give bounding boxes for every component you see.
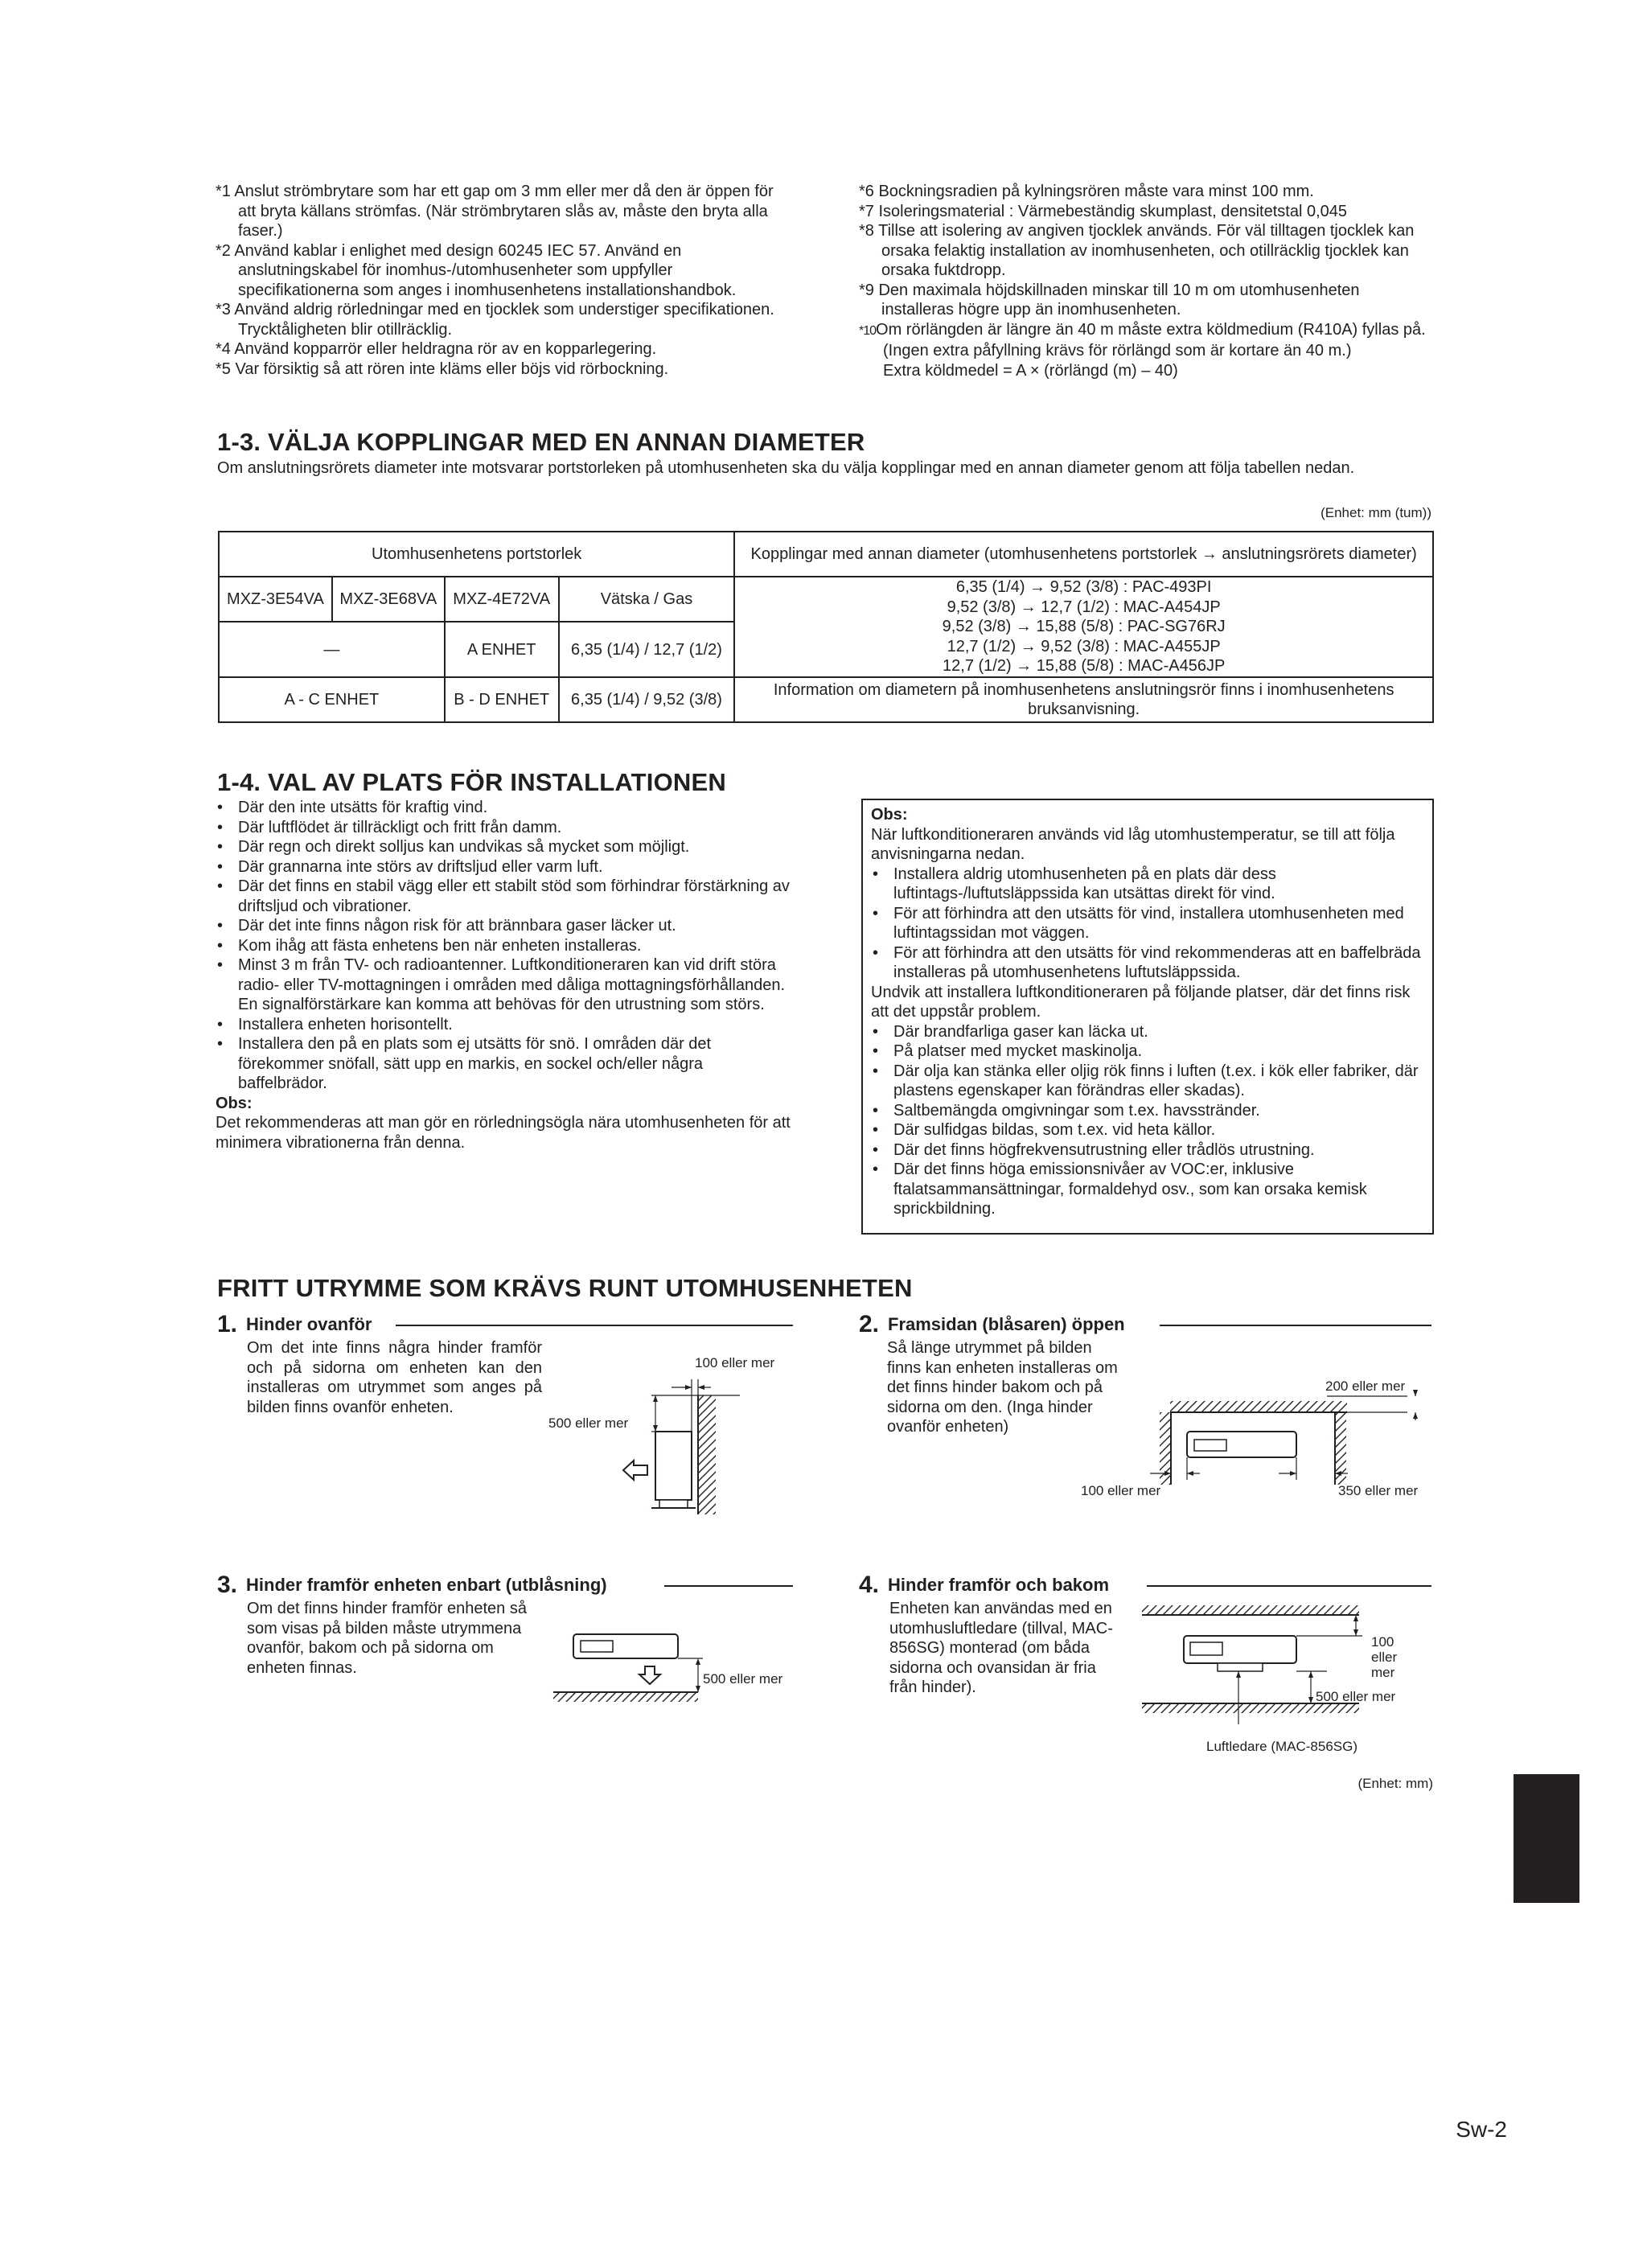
list-item: • Där det finns högfrekvensutrustning eller trådlös utrustning.	[871, 1140, 1424, 1161]
item-title: Hinder framför och bakom	[888, 1575, 1110, 1595]
outdoor-unit	[651, 1432, 696, 1508]
list-item: • För att förhindra att den utsätts för vind, installera utomhusenheten med luftintagssidan mot väggen.	[871, 904, 1424, 943]
d4-top-label: 100 eller mer	[1371, 1634, 1398, 1680]
title-rule	[664, 1585, 793, 1587]
diagram-4	[1134, 1596, 1367, 1748]
coupling-table	[218, 531, 1434, 723]
wall	[698, 1395, 716, 1514]
page-number: Sw-2	[1456, 2117, 1507, 2142]
item-number: 4.	[859, 1572, 880, 1598]
clearance-item-4-text: Enheten kan användas med en utomhusluftledare (tillval, MAC-856SG) monterad (om båda sidorna och ovansidan är fria från hinder).	[889, 1600, 1113, 1696]
d2-top-label: 200 eller mer	[1325, 1378, 1406, 1394]
d3-bottom-label: 500 eller mer	[703, 1671, 783, 1687]
clearance-item-3-header	[217, 1572, 793, 1599]
table-header-port-size: Utomhusenhetens portstorlek	[219, 532, 734, 577]
list-item: • Installera aldrig utomhusenheten på en plats där dess luftintags-/luftutsläppssida kan utsättas direkt för vind.	[871, 865, 1424, 904]
footnote-9: *9 Den maximala höjdskillnaden minskar till 10 m om utomhusenheten installeras högre upp än inomhusenheten.	[859, 281, 1360, 318]
list-item: • Där grannarna inte störs av driftsljud eller varm luft.	[216, 857, 793, 877]
coupling-item: 6,35 (1/4) → 9,52 (3/8) : PAC-493PI	[955, 578, 1212, 596]
list-item: • Där brandfarliga gaser kan läcka ut.	[871, 1022, 1424, 1042]
list-item: • Där det inte finns någon risk för att brännbara gaser läcker ut.	[216, 916, 793, 936]
indoor-unit	[573, 1634, 678, 1658]
table-model-3e54va: MXZ-3E54VA	[219, 577, 332, 622]
table-row2-model3: B - D ENHET	[445, 677, 559, 722]
list-item: • För att förhindra att den utsätts för vind rekommenderas att en baffelbräda installeras på utomhusenhetens luftutsläppssida.	[871, 943, 1424, 983]
indoor-unit	[1187, 1432, 1296, 1457]
section-tab	[1514, 1774, 1579, 1903]
list-item: • Där det finns höga emissionsnivåer av VOC:er, inklusive ftalatsammansättningar, formaldehyd osv., som kan orsaka kemisk sprickbildning.	[871, 1160, 1424, 1219]
section-1-4-title: 1-4. VAL AV PLATS FÖR INSTALLATIONEN	[217, 768, 726, 796]
section-1-4-left	[216, 798, 793, 1152]
footnotes-right	[859, 182, 1431, 380]
section-1-3-intro: Om anslutningsrörets diameter inte motsvarar portstorleken på utomhusenheten ska du välja kopplingar med en annan diameter genom att följa tabellen nedan.	[217, 459, 1355, 477]
d1-top-label: 100 eller mer	[695, 1355, 775, 1370]
d1-side-label: 500 eller mer	[548, 1415, 629, 1431]
list-item: • Saltbemängda omgivningar som t.ex. havsstränder.	[871, 1101, 1424, 1121]
footnote-8: *8 Tillse att isolering av angiven tjocklek används. För väl tilltagen tjocklek kan orsaka felaktig installation av inomhusenheten, och otillräcklig tjocklek kan orsaka fuktdropp.	[859, 222, 1415, 279]
list-item: • På platser med mycket maskinolja.	[871, 1042, 1424, 1062]
title-rule	[396, 1325, 793, 1326]
ceiling	[1170, 1401, 1347, 1412]
table-row1-models: —	[219, 622, 445, 677]
clearance-item-3-text: Om det finns hinder framför enheten så som visas på bilden måste utrymmena ovanför, bakom och på sidorna om enheten finnas.	[247, 1600, 527, 1677]
item-title: Hinder ovanför	[246, 1314, 372, 1334]
section-1-3-unit: (Enhet: mm (tum))	[1320, 505, 1431, 520]
footnote-1: *1 Anslut strömbrytare som har ett gap om 3 mm eller mer då den är öppen för att bryta källans strömfas. (När strömbrytaren slås av, måste den bryta alla faser.)	[216, 183, 774, 240]
footnote-4: *4 Använd kopparrör eller heldragna rör av en kopparlegering.	[216, 340, 657, 358]
clearance-item-4-header	[859, 1572, 1431, 1599]
table-header-couplings: Kopplingar med annan diameter (utomhusenhetens portstorlek → anslutningsrörets diameter)	[734, 532, 1433, 577]
table-coupling-list	[734, 577, 1433, 677]
footnote-7: *7 Isoleringsmaterial : Värmebeständig skumplast, densitetstal 0,045	[859, 202, 1347, 220]
item-number: 3.	[217, 1572, 238, 1598]
footnote-5: *5 Var försiktig så att rören inte kläms eller böjs vid rörbockning.	[216, 360, 669, 378]
d4-guide-label: Luftledare (MAC-856SG)	[1206, 1739, 1358, 1754]
coupling-item: 12,7 (1/2) → 9,52 (3/8) : MAC-A455JP	[947, 637, 1221, 655]
table-model-3e68va: MXZ-3E68VA	[332, 577, 445, 622]
footnote-2: *2 Använd kablar i enlighet med design 60245 IEC 57. Använd en anslutningskabel för inomhus-/utomhusenheter som uppfyller specifikationerna som anges i inomhusenhetens installationshandbok.	[216, 241, 737, 299]
item-number: 2.	[859, 1311, 880, 1337]
list-item: • Där det finns en stabil vägg eller ett stabilt stöd som förhindrar förstärkning av driftsljud och vibrationer.	[216, 877, 793, 916]
footnote-6: *6 Bockningsradien på kylningsrören måste vara minst 100 mm.	[859, 183, 1314, 200]
item-title: Hinder framför enheten enbart (utblåsning)	[246, 1575, 607, 1595]
footnotes-left	[216, 182, 793, 379]
indoor-unit	[1184, 1636, 1296, 1671]
table-row2-size: 6,35 (1/4) / 9,52 (3/8)	[559, 677, 735, 722]
coupling-item: 9,52 (3/8) → 12,7 (1/2) : MAC-A454JP	[947, 598, 1221, 616]
obs-box	[861, 799, 1434, 1235]
list-item: • Minst 3 m från TV- och radioantenner. Luftkonditioneraren kan vid drift störa radio- eller TV-mottagningen i områden med dåliga mottagningsförhållanden. En signalförstärkare kan komma att behövas för den utrustning som störs.	[216, 955, 793, 1015]
table-model-4e72va: MXZ-4E72VA	[445, 577, 559, 622]
table-info: Information om diametern på inomhusenhetens anslutningsrör finns i inomhusenhetens bruksanvisning.	[734, 677, 1433, 722]
list-item: • Där regn och direkt solljus kan undvikas så mycket som möjligt.	[216, 837, 793, 857]
clearance-title: FRITT UTRYMME SOM KRÄVS RUNT UTOMHUSENHETEN	[217, 1274, 913, 1302]
title-rule	[1160, 1325, 1431, 1326]
table-row1-size: 6,35 (1/4) / 12,7 (1/2)	[559, 622, 735, 677]
clearance-unit: (Enhet: mm)	[1357, 1776, 1433, 1791]
list-item: • Installera den på en plats som ej utsätts för snö. I områden där det förekommer snöfall, sätt upp en markis, en sockel och/eller några baffelbrädor.	[216, 1034, 793, 1094]
obs-box-bullets-1	[871, 865, 1424, 983]
obs-text: Det rekommenderas att man gör en rörledningsögla nära utomhusenheten för att minimera vibrationerna från denna.	[216, 1114, 791, 1152]
list-item: • Där luftflödet är tillräckligt och fritt från damm.	[216, 818, 793, 838]
obs-box-label: Obs:	[871, 806, 908, 824]
obs-box-bullets-2	[871, 1022, 1424, 1219]
footnote-10: *10Om rörlängden är längre än 40 m måste extra köldmedium (R410A) fyllas på. (Ingen extra påfyllning krävs för rörlängd som är kortare än 40 m.)	[859, 320, 1426, 360]
list-item: • Där den inte utsätts för kraftig vind.	[216, 798, 793, 818]
floor	[553, 1692, 698, 1702]
coupling-item: 12,7 (1/2) → 15,88 (5/8) : MAC-A456JP	[943, 657, 1226, 676]
d2-right-label: 350 eller mer	[1338, 1483, 1419, 1498]
list-item: • Kom ihåg att fästa enhetens ben när enheten installeras.	[216, 936, 793, 956]
list-item: • Där sulfidgas bildas, som t.ex. vid heta källor.	[871, 1120, 1424, 1140]
clearance-item-1-header	[217, 1311, 793, 1338]
table-row1-model3: A ENHET	[445, 622, 559, 677]
title-rule	[1147, 1585, 1431, 1587]
clearance-item-1-text: Om det inte finns några hinder framför och på sidorna om enheten kan den installeras om utrymmet som anges på bilden finns ovanför enheten.	[247, 1339, 542, 1416]
section-1-3-title: 1-3. VÄLJA KOPPLINGAR MED EN ANNAN DIAMETER	[217, 428, 865, 456]
table-liquid-gas: Vätska / Gas	[559, 577, 735, 622]
location-bullets	[216, 798, 793, 1094]
airflow-arrow-icon	[623, 1461, 647, 1480]
coupling-item: 9,52 (3/8) → 15,88 (5/8) : PAC-SG76RJ	[942, 618, 1226, 636]
item-title: Framsidan (blåsaren) öppen	[888, 1314, 1125, 1334]
d4-bottom-label: 500 eller mer	[1316, 1689, 1396, 1704]
obs-box-intro: När luftkonditioneraren används vid låg utomhustemperatur, se till att följa anvisningarna nedan.	[871, 825, 1395, 863]
d2-left-label: 100 eller mer	[1081, 1483, 1161, 1498]
table-row2-models: A - C ENHET	[219, 677, 445, 722]
diagram-3	[547, 1625, 708, 1713]
item-number: 1.	[217, 1311, 238, 1337]
footnote-10-formula: Extra köldmedel = A × (rörlängd (m) – 40)	[883, 361, 1178, 380]
list-item: • Där olja kan stänka eller oljig rök finns i luften (t.ex. i kök eller fabriker, där plastens egenskaper kan förändras eller skadas).	[871, 1062, 1424, 1101]
rear-obstacle	[1142, 1605, 1359, 1615]
footnote-3: *3 Använd aldrig rörledningar med en tjocklek som understiger specifikationen. Trycktåligheten blir otillräcklig.	[216, 301, 774, 339]
down-arrow-icon	[639, 1666, 660, 1684]
obs-label: Obs:	[216, 1094, 253, 1112]
obs-box-middle: Undvik att installera luftkonditioneraren på följande platser, där det finns risk att det uppstår problem.	[871, 983, 1411, 1021]
clearance-item-2-text: Så länge utrymmet på bilden finns kan enheten installeras om det finns hinder bakom och på sidorna om den. (Inga hinder ovanför enheten)	[887, 1339, 1118, 1436]
clearance-item-2-header	[859, 1311, 1431, 1338]
list-item: • Installera enheten horisontellt.	[216, 1015, 793, 1035]
